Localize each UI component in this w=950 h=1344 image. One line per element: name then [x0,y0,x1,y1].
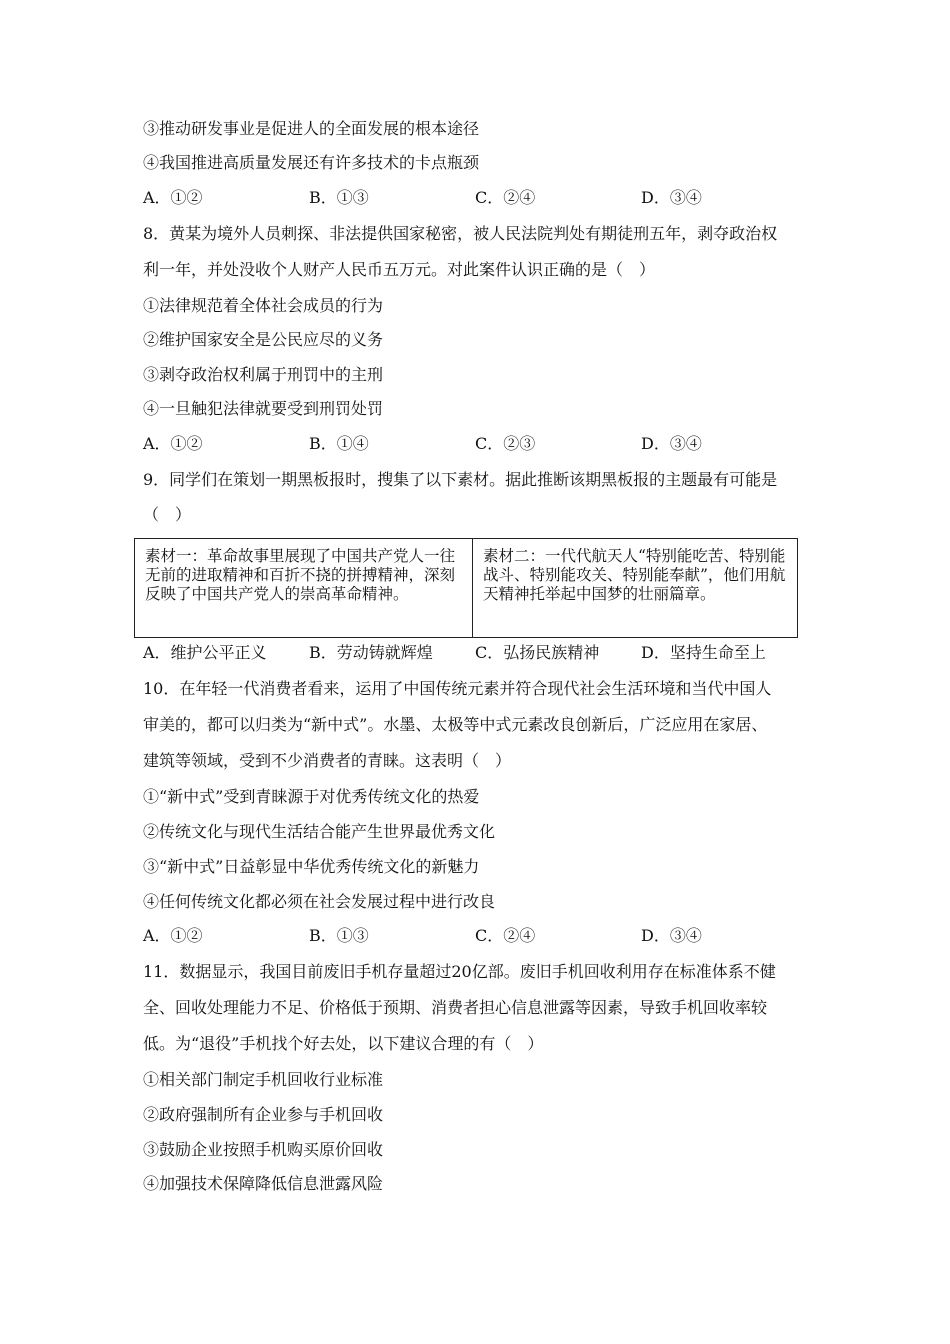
q9-option-c: C．弘扬民族精神 [475,643,600,662]
q8-option-b: B．①④ [309,434,369,453]
q10-item-2: ②传统文化与现代生活结合能产生世界最优秀文化 [143,822,496,841]
q8-stem-line-2: 利一年，并处没收个人财产人民币五万元。对此案件认识正确的是（ ） [143,260,656,279]
q9-material-1: 素材一：革命故事里展现了中国共产党人一往无前的进取精神和百折不挠的拼搏精神，深刻反映了中国共产党人的崇高革命精神。 [135,539,473,637]
q10-stem-line-2: 审美的，都可以归类为“新中式”。水墨、太极等中式元素改良创新后，广泛应用在家居、 [143,715,768,734]
q11-item-1: ①相关部门制定手机回收行业标准 [143,1070,384,1089]
q11-item-4: ④加强技术保障降低信息泄露风险 [143,1174,384,1193]
q9-stem-line-1: 9．同学们在策划一期黑板报时，搜集了以下素材。据此推断该期黑板报的主题最有可能是 [143,470,778,489]
q8-item-4: ④一旦触犯法律就要受到刑罚处罚 [143,399,384,418]
q11-stem-line-3: 低。为“退役”手机找个好去处，以下建议合理的有（ ） [143,1034,544,1053]
q11-item-3: ③鼓励企业按照手机购买原价回收 [143,1140,384,1159]
q10-item-3: ③“新中式”日益彰显中华优秀传统文化的新魅力 [143,857,480,876]
q9-stem-line-2: （ ） [143,505,192,524]
q7-option-d: D．③④ [641,188,702,207]
q10-option-d: D．③④ [641,926,702,945]
q9-option-a: A．维护公平正义 [143,643,267,662]
q7-option-b: B．①③ [309,188,369,207]
q11-stem-line-1: 11．数据显示，我国目前废旧手机存量超过20亿部。废旧手机回收利用存在标准体系不健 [143,962,776,981]
q8-option-a: A．①② [143,434,203,453]
q10-item-1: ①“新中式”受到青睐源于对优秀传统文化的热爱 [143,787,480,806]
q7-option-a: A．①② [143,188,203,207]
q10-option-b: B．①③ [309,926,369,945]
q9-material-2: 素材二：一代代航天人“特别能吃苦、特别能战斗、特别能攻关、特别能奉献”，他们用航天精神托举起中国梦的壮丽篇章。 [483,547,786,603]
q10-stem-line-1: 10．在年轻一代消费者看来，运用了中国传统元素并符合现代社会生活环境和当代中国人 [143,679,772,698]
q10-option-a: A．①② [143,926,203,945]
q7-item-4: ④我国推进高质量发展还有许多技术的卡点瓶颈 [143,153,480,172]
q8-item-3: ③剥夺政治权利属于刑罚中的主刑 [143,365,384,384]
q7-option-c: C．②④ [475,188,536,207]
q8-item-1: ①法律规范着全体社会成员的行为 [143,296,384,315]
q9-option-b: B．劳动铸就辉煌 [309,643,433,662]
q11-item-2: ②政府强制所有企业参与手机回收 [143,1105,384,1124]
q7-item-3: ③推动研发事业是促进人的全面发展的根本途径 [143,119,480,138]
q10-option-c: C．②④ [475,926,536,945]
q8-option-c: C．②③ [475,434,536,453]
q8-item-2: ②维护国家安全是公民应尽的义务 [143,330,384,349]
q11-stem-line-2: 全、回收处理能力不足、价格低于预期、消费者担心信息泄露等因素，导致手机回收率较 [143,998,768,1017]
q10-stem-line-3: 建筑等领域，受到不少消费者的青睐。这表明（ ） [143,751,512,770]
q8-stem-line-1: 8．黄某为境外人员刺探、非法提供国家秘密，被人民法院判处有期徒刑五年，剥夺政治权 [143,224,778,243]
q10-item-4: ④任何传统文化都必须在社会发展过程中进行改良 [143,892,496,911]
q8-option-d: D．③④ [641,434,702,453]
q9-option-d: D．坚持生命至上 [641,643,766,662]
q9-materials-table [134,538,798,638]
